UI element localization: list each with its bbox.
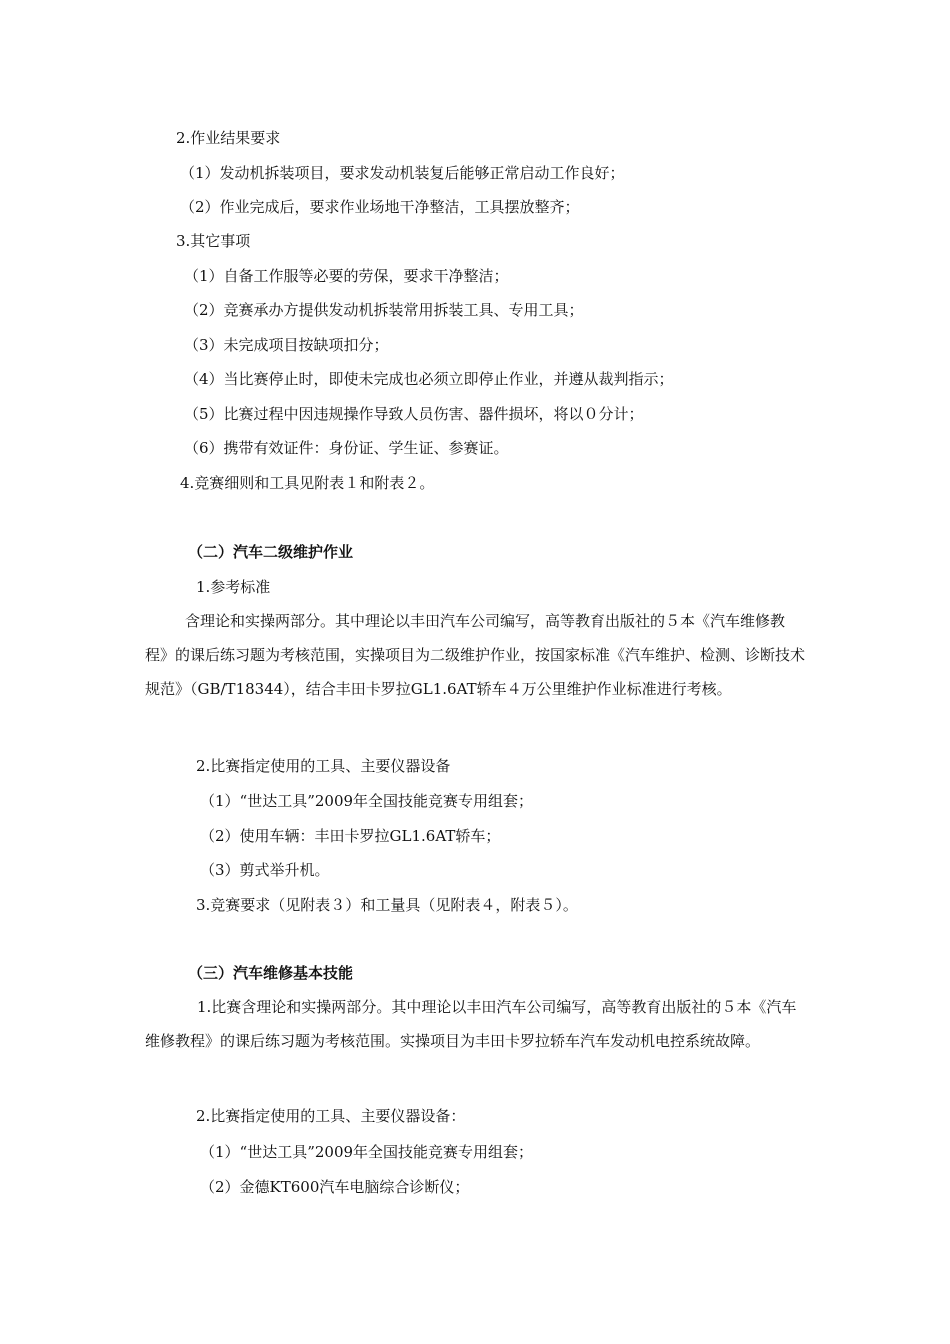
tools-item-3-1: （1）“世达工具”2009年全国技能竞赛专用组套； bbox=[200, 1143, 534, 1161]
section-3-title: （三）汽车维修基本技能 bbox=[188, 964, 354, 982]
result-item-1: （1）发动机拆装项目，要求发动机装复后能够正常启动工作良好； bbox=[180, 164, 625, 182]
result-heading: 2.作业结果要求 bbox=[176, 129, 281, 147]
tools-heading-2: 2.比赛指定使用的工具、主要仪器设备 bbox=[196, 757, 451, 775]
rules-line: 4.竞赛细则和工具见附表１和附表２。 bbox=[180, 474, 435, 492]
other-item-5: （5）比赛过程中因违规操作导致人员伤害、器件损坏，将以０分计； bbox=[184, 405, 644, 423]
other-item-2: （2）竞赛承办方提供发动机拆装常用拆装工具、专用工具； bbox=[184, 301, 584, 319]
other-item-6: （6）携带有效证件：身份证、学生证、参赛证。 bbox=[184, 439, 509, 457]
other-item-1: （1）自备工作服等必要的劳保，要求干净整洁； bbox=[184, 267, 509, 285]
tools-item-2-2: （2）使用车辆：丰田卡罗拉GL1.6AT轿车； bbox=[200, 827, 501, 845]
tools-item-3-2: （2）金德KT600汽车电脑综合诊断仪； bbox=[200, 1178, 470, 1196]
ref-heading: 1.参考标准 bbox=[196, 578, 271, 596]
requirements-line: 3.竞赛要求（见附表３）和工量具（见附表４，附表５）。 bbox=[196, 896, 578, 914]
tools-heading-3: 2.比赛指定使用的工具、主要仪器设备： bbox=[196, 1107, 466, 1125]
tools-item-2-1: （1）“世达工具”2009年全国技能竞赛专用组套； bbox=[200, 792, 534, 810]
tools-item-2-3: （3）剪式举升机。 bbox=[200, 861, 330, 879]
other-item-4: （4）当比赛停止时，即使未完成也必须立即停止作业，并遵从裁判指示； bbox=[184, 370, 674, 388]
ref-paragraph: 含理论和实操两部分。其中理论以丰田汽车公司编写，高等教育出版社的５本《汽车维修教程》的课后练习题为考核范围，实操项目为二级维护作业，按国家标准《汽车维护、检测、诊断技术规范》（GB/T18344），结合丰田卡罗拉GL1.6AT轿车４万公里维护作业标准进行考核。 bbox=[145, 612, 806, 698]
section-2-title: （二）汽车二级维护作业 bbox=[188, 543, 354, 561]
section-3-paragraph: 1.比赛含理论和实操两部分。其中理论以丰田汽车公司编写，高等教育出版社的５本《汽车维修教程》的课后练习题为考核范围。实操项目为丰田卡罗拉轿车汽车发动机电控系统故障。 bbox=[145, 998, 797, 1050]
result-item-2: （2）作业完成后，要求作业场地干净整洁，工具摆放整齐； bbox=[180, 198, 580, 216]
other-heading: 3.其它事项 bbox=[176, 232, 251, 250]
other-item-3: （3）未完成项目按缺项扣分； bbox=[184, 336, 389, 354]
